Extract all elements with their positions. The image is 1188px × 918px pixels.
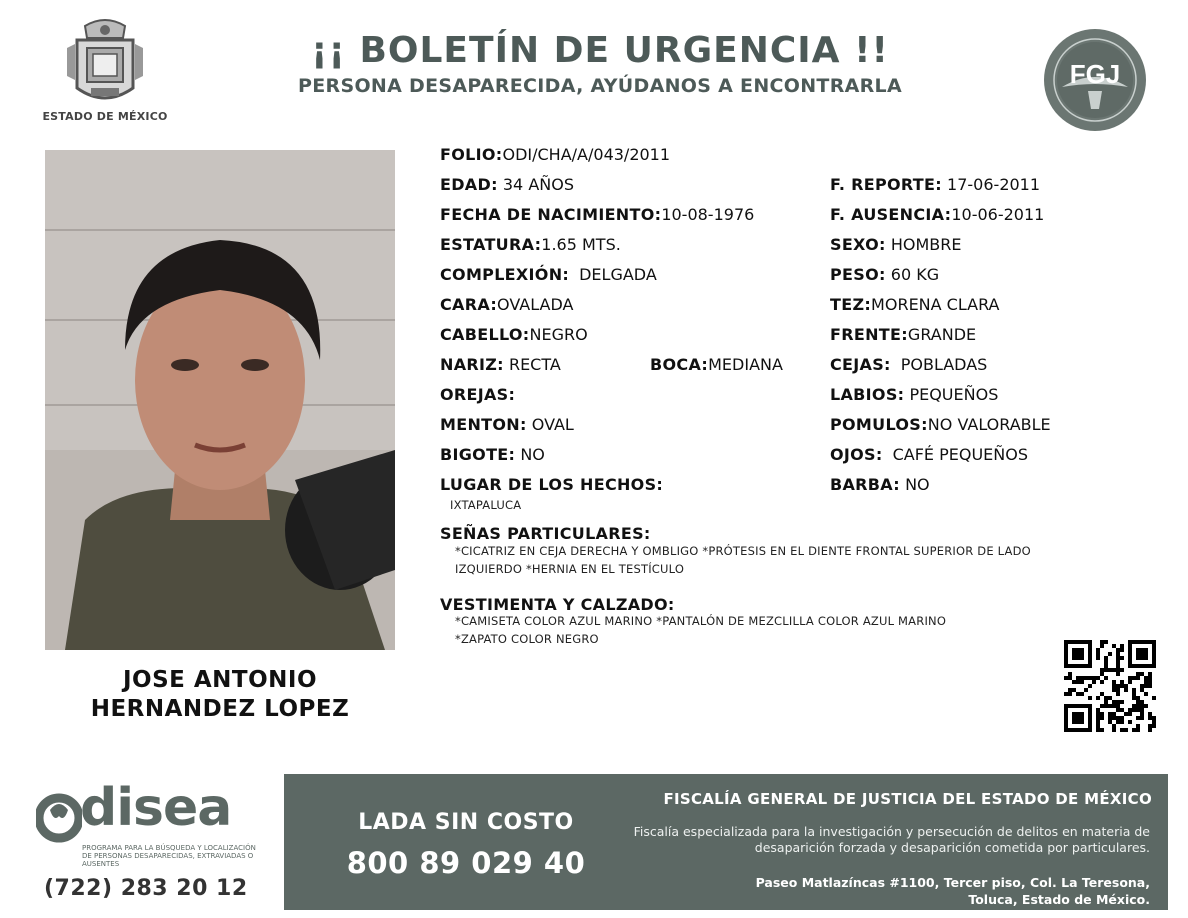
estatura-label: ESTATURA: [440, 235, 542, 254]
reporte-row [830, 175, 1040, 194]
barba-row [830, 475, 930, 494]
folio-label: FOLIO: [440, 145, 503, 164]
lada-number[interactable]: 800 89 029 40 [346, 846, 586, 880]
complexion-value: DELGADA [579, 265, 657, 284]
fgj-seal-icon [1042, 27, 1148, 133]
boca-value: MEDIANA [708, 355, 783, 374]
pomulos-row [830, 415, 1051, 434]
estatura-value: 1.65 MTS. [541, 235, 621, 254]
sexo-label: SEXO: [830, 235, 886, 254]
labios-row [830, 385, 998, 404]
vestimenta-line2: *ZAPATO COLOR NEGRO [455, 632, 599, 646]
bigote-value: NO [520, 445, 545, 464]
bigote-row [440, 445, 545, 464]
ojos-row [830, 445, 1028, 464]
odisea-o-icon [36, 788, 82, 848]
person-name [45, 666, 395, 724]
ausencia-label: F. AUSENCIA: [830, 205, 952, 224]
bigote-label: BIGOTE: [440, 445, 516, 464]
tez-row [830, 295, 999, 314]
odisea-desc-line2: DE PERSONAS DESAPARECIDAS, EXTRAVIADAS O [82, 852, 254, 860]
page-title: ¡¡ BOLETÍN DE URGENCIA !! [311, 30, 889, 71]
cejas-row [830, 355, 987, 374]
nariz-value: RECTA [508, 355, 561, 374]
estado-de-mexico-logo [40, 18, 170, 128]
address-line1: Paseo Matlazíncas #1100, Tercer piso, Col. La Teresona, [755, 875, 1150, 890]
menton-value: OVAL [531, 415, 574, 434]
ausencia-row [830, 205, 1044, 224]
ojos-label: OJOS: [830, 445, 883, 464]
tez-label: TEZ: [830, 295, 872, 314]
reporte-label: F. REPORTE: [830, 175, 942, 194]
menton-label: MENTON: [440, 415, 527, 434]
seal-text: FGJ [1069, 59, 1121, 89]
page-subtitle: PERSONA DESAPARECIDA, AYÚDANOS A ENCONTRARLA [298, 75, 902, 97]
cara-value: OVALADA [497, 295, 574, 314]
edad-label: EDAD: [440, 175, 498, 194]
lada-label: LADA SIN COSTO [358, 810, 574, 835]
senas-line2: IZQUIERDO *HERNIA EN EL TESTÍCULO [455, 562, 685, 576]
ojos-value: CAFÉ PEQUEÑOS [892, 445, 1028, 464]
cabello-row [440, 325, 588, 344]
nariz-label: NARIZ: [440, 355, 504, 374]
frente-row [830, 325, 976, 344]
odisea-desc-line3: AUSENTES [82, 860, 120, 868]
vestimenta-line1: *CAMISETA COLOR AZUL MARINO *PANTALÓN DE MEZCLILLA COLOR AZUL MARINO [455, 614, 947, 628]
cabello-label: CABELLO: [440, 325, 530, 344]
odisea-logo-block [30, 778, 280, 912]
edad-row [440, 175, 574, 194]
cara-label: CARA: [440, 295, 498, 314]
nacimiento-value: 10-08-1976 [661, 205, 755, 224]
person-name-line1: JOSE ANTONIO [122, 667, 318, 693]
odisea-desc-line1: PROGRAMA PARA LA BÚSQUEDA Y LOCALIZACIÓN [82, 844, 256, 852]
fiscalia-title: FISCALÍA GENERAL DE JUSTICIA DEL ESTADO DE MÉXICO [663, 790, 1152, 808]
lugar-row [440, 475, 663, 494]
ausencia-value: 10-06-2011 [951, 205, 1045, 224]
odisea-description [82, 844, 256, 868]
peso-label: PESO: [830, 265, 886, 284]
orejas-label: OREJAS: [440, 385, 516, 404]
nacimiento-row [440, 205, 754, 224]
footer-contact-bar [284, 774, 1168, 910]
orejas-row [440, 385, 515, 404]
lugar-value: IXTAPALUCA [450, 498, 522, 512]
senas-label: SEÑAS PARTICULARES: [440, 524, 651, 543]
odisea-wordmark: disea [80, 778, 232, 838]
vestimenta-label: VESTIMENTA Y CALZADO: [440, 595, 675, 614]
fiscalia-description: Fiscalía especializada para la investigación y persecución de delitos en materia de desaparición forzada y desaparición cometida por particulares. [633, 824, 1150, 855]
nacimiento-label: FECHA DE NACIMIENTO: [440, 205, 662, 224]
folio-row [440, 145, 670, 164]
missing-person-photo [45, 150, 395, 650]
fgj-seal-logo [1042, 27, 1148, 133]
complexion-row [440, 265, 657, 284]
complexion-label: COMPLEXIÓN: [440, 265, 570, 284]
fiscalia-address [756, 874, 1150, 908]
pomulos-value: NO VALORABLE [927, 415, 1051, 434]
barba-value: NO [905, 475, 930, 494]
qr-code-icon [1064, 640, 1156, 732]
frente-label: FRENTE: [830, 325, 908, 344]
boca-label: BOCA: [650, 355, 709, 374]
coat-of-arms-icon [65, 18, 145, 106]
frente-value: GRANDE [907, 325, 977, 344]
qr-code[interactable] [1064, 640, 1156, 732]
cara-row [440, 295, 573, 314]
nariz-row [440, 355, 561, 374]
sexo-row [830, 235, 961, 254]
folio-value: ODI/CHA/A/043/2011 [502, 145, 671, 164]
barba-label: BARBA: [830, 475, 900, 494]
cabello-value: NEGRO [529, 325, 588, 344]
labios-value: PEQUEÑOS [909, 385, 999, 404]
peso-row [830, 265, 939, 284]
pomulos-label: POMULOS: [830, 415, 928, 434]
labios-label: LABIOS: [830, 385, 905, 404]
sexo-value: HOMBRE [890, 235, 962, 254]
tez-value: MORENA CLARA [871, 295, 1000, 314]
senas-line1: *CICATRIZ EN CEJA DERECHA Y OMBLIGO *PRÓTESIS EN EL DIENTE FRONTAL SUPERIOR DE LADO [455, 544, 1031, 558]
menton-row [440, 415, 574, 434]
boca-row [650, 355, 783, 374]
edad-value: 34 AÑOS [502, 175, 574, 194]
phone-number[interactable]: (722) 283 20 12 [44, 876, 248, 901]
reporte-value: 17-06-2011 [947, 175, 1041, 194]
address-line2: Toluca, Estado de México. [968, 892, 1150, 907]
cejas-value: POBLADAS [900, 355, 988, 374]
person-name-line2: HERNANDEZ LOPEZ [90, 696, 350, 722]
cejas-label: CEJAS: [830, 355, 891, 374]
person-photo-image [45, 150, 395, 650]
lugar-label: LUGAR DE LOS HECHOS: [440, 475, 664, 494]
estatura-row [440, 235, 621, 254]
peso-value: 60 KG [890, 265, 940, 284]
state-name: ESTADO DE MÉXICO [42, 110, 168, 123]
